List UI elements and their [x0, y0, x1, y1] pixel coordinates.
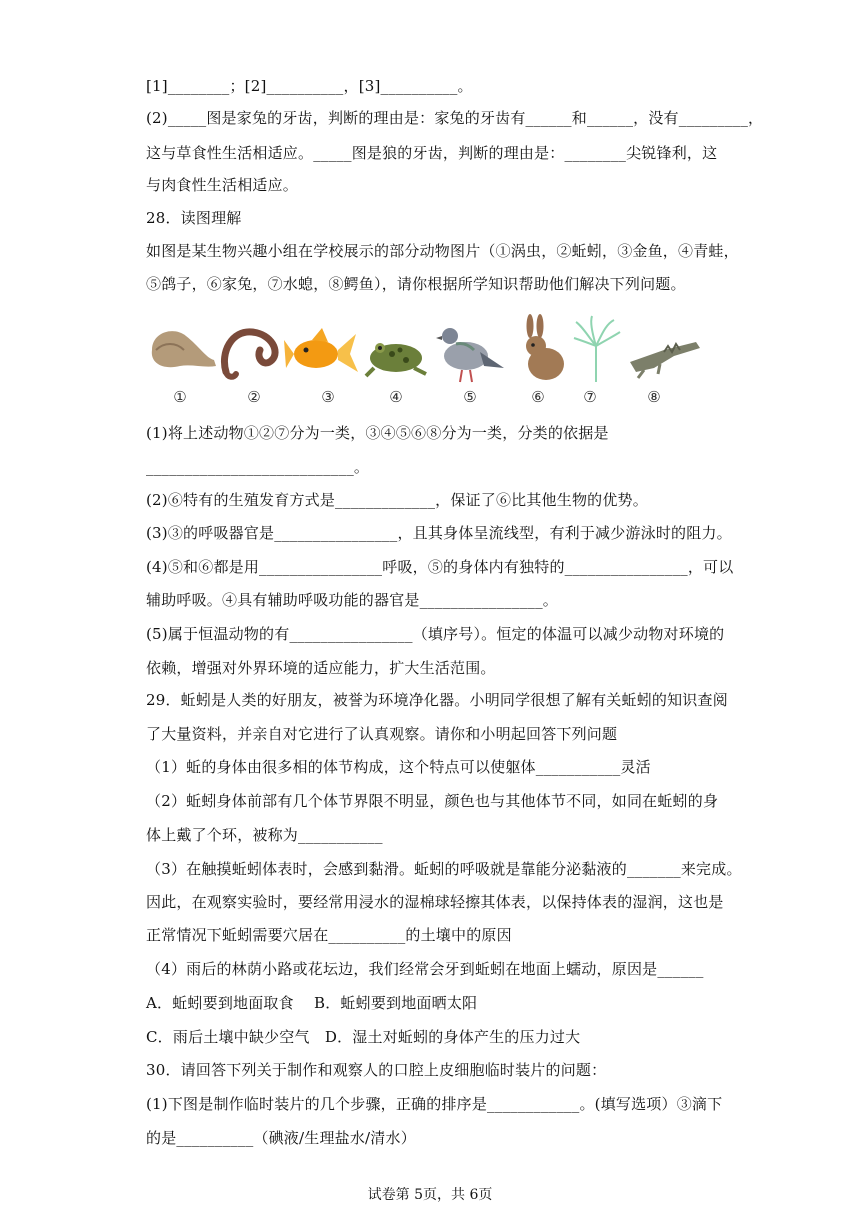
q30-heading: 30．请回答下列关于制作和观察人的口腔上皮细胞临时装片的问题： — [146, 1061, 607, 1079]
pigeon-icon — [436, 328, 504, 382]
hydra-icon — [574, 316, 620, 382]
frog-icon — [366, 343, 426, 376]
q29-2-line2: 体上戴了个环，被称为___________ — [146, 826, 383, 844]
q29-intro-line2: 了大量资料，并亲自对它进行了认真观察。请你和小明起回答下列问题 — [146, 725, 618, 743]
q28-intro-line1: 如图是某生物兴趣小组在学校展示的部分动物图片（①涡虫，②蚯蚓，③金鱼，④青蛙， — [146, 242, 739, 260]
q27-2-line3: 与肉食性生活相适应。 — [146, 176, 299, 194]
q29-2-line1: （2）蚯蚓身体前部有几个体节界限不明显，颜色也与其他体节不同，如同在蚯蚓的身 — [146, 792, 719, 810]
q29-3-line1: （3）在触摸蚯蚓体表时，会感到黏滑。蚯蚓的呼吸就是靠能分泌黏液的_______来完成。 — [146, 860, 742, 878]
page-footer: 试卷第 5页，共 6页 — [367, 1187, 493, 1203]
q28-5-line1: (5)属于恒温动物的有________________（填序号）。恒定的体温可以减少动物对环境的 — [146, 625, 725, 643]
q28-4-line2: 辅助呼吸。④具有辅助呼吸功能的器官是________________。 — [146, 591, 559, 609]
flatworm-icon — [152, 331, 216, 367]
q28-1-line1: (1)将上述动物①②⑦分为一类，③④⑤⑥⑧分为一类，分类的依据是 — [146, 424, 609, 442]
q28-5-line2: 依赖，增强对外界环境的适应能力，扩大生活范围。 — [146, 659, 496, 677]
q30-1-line2: 的是__________（碘液/生理盐水/清水） — [146, 1129, 416, 1147]
q29-options-ab: A．蚯蚓要到地面取食 B．蚯蚓要到地面晒太阳 — [146, 994, 478, 1012]
crocodile-icon — [630, 342, 700, 378]
rabbit-icon — [526, 314, 564, 380]
q27-2-line1: (2)_____图是家兔的牙齿，判断的理由是：家兔的牙齿有______和______，没有_________， — [146, 109, 764, 127]
q28-3: (3)③的呼吸器官是________________，且其身体呈流线型，有利于减少游泳时的阻力。 — [146, 524, 732, 542]
q29-intro-line1: 29．蚯蚓是人类的好朋友，被誉为环境净化器。小明同学很想了解有关蚯蚓的知识查阅 — [146, 691, 728, 709]
q28-2: (2)⑥特有的生殖发育方式是_____________，保证了⑥比其他生物的优势。 — [146, 491, 648, 509]
animal-label: ④ — [389, 388, 403, 406]
animal-label: ⑤ — [463, 388, 477, 406]
q28-4-line1: (4)⑤和⑥都是用________________呼吸，⑤的身体内有独特的________________，可以 — [146, 558, 734, 576]
animal-label: ⑦ — [583, 388, 597, 406]
animal-label: ⑧ — [647, 388, 661, 406]
animal-label: ① — [173, 388, 187, 406]
q27-2-line2: 这与草食性生活相适应。_____图是狼的牙齿，判断的理由是：________尖锐锋利，这 — [146, 144, 718, 162]
earthworm-icon — [224, 332, 275, 377]
q28-heading: 28．读图理解 — [146, 209, 242, 227]
q28-intro-line2: ⑤鸽子，⑥家兔，⑦水螅，⑧鳄鱼），请你根据所学知识帮助他们解决下列问题。 — [146, 275, 686, 293]
animal-figure — [144, 312, 704, 412]
animal-label: ⑥ — [531, 388, 545, 406]
q29-3-line2: 因此，在观察实验时，要经常用浸水的湿棉球轻擦其体表，以保持体表的湿润，这也是 — [146, 893, 724, 911]
q29-4: （4）雨后的林荫小路或花坛边，我们经常会牙到蚯蚓在地面上蠕动，原因是______ — [146, 960, 704, 978]
q29-1: （1）蚯的身体由很多相的体节构成，这个特点可以使躯体___________灵活 — [146, 758, 651, 776]
q29-3-line3: 正常情况下蚯蚓需要穴居在__________的土壤中的原因 — [146, 926, 512, 944]
goldfish-icon — [284, 328, 358, 372]
q28-1-line2: ___________________________。 — [146, 458, 370, 476]
animal-label: ③ — [321, 388, 335, 406]
q29-options-cd: C．雨后土壤中缺少空气 D．湿土对蚯蚓的身体产生的压力过大 — [146, 1028, 581, 1046]
q27-answer-blanks: [1]________；[2]__________，[3]__________。 — [146, 77, 473, 95]
animal-label: ② — [247, 388, 261, 406]
q30-1-line1: (1)下图是制作临时装片的几个步骤，正确的排序是____________。(填写选项）③滴下 — [146, 1095, 723, 1113]
